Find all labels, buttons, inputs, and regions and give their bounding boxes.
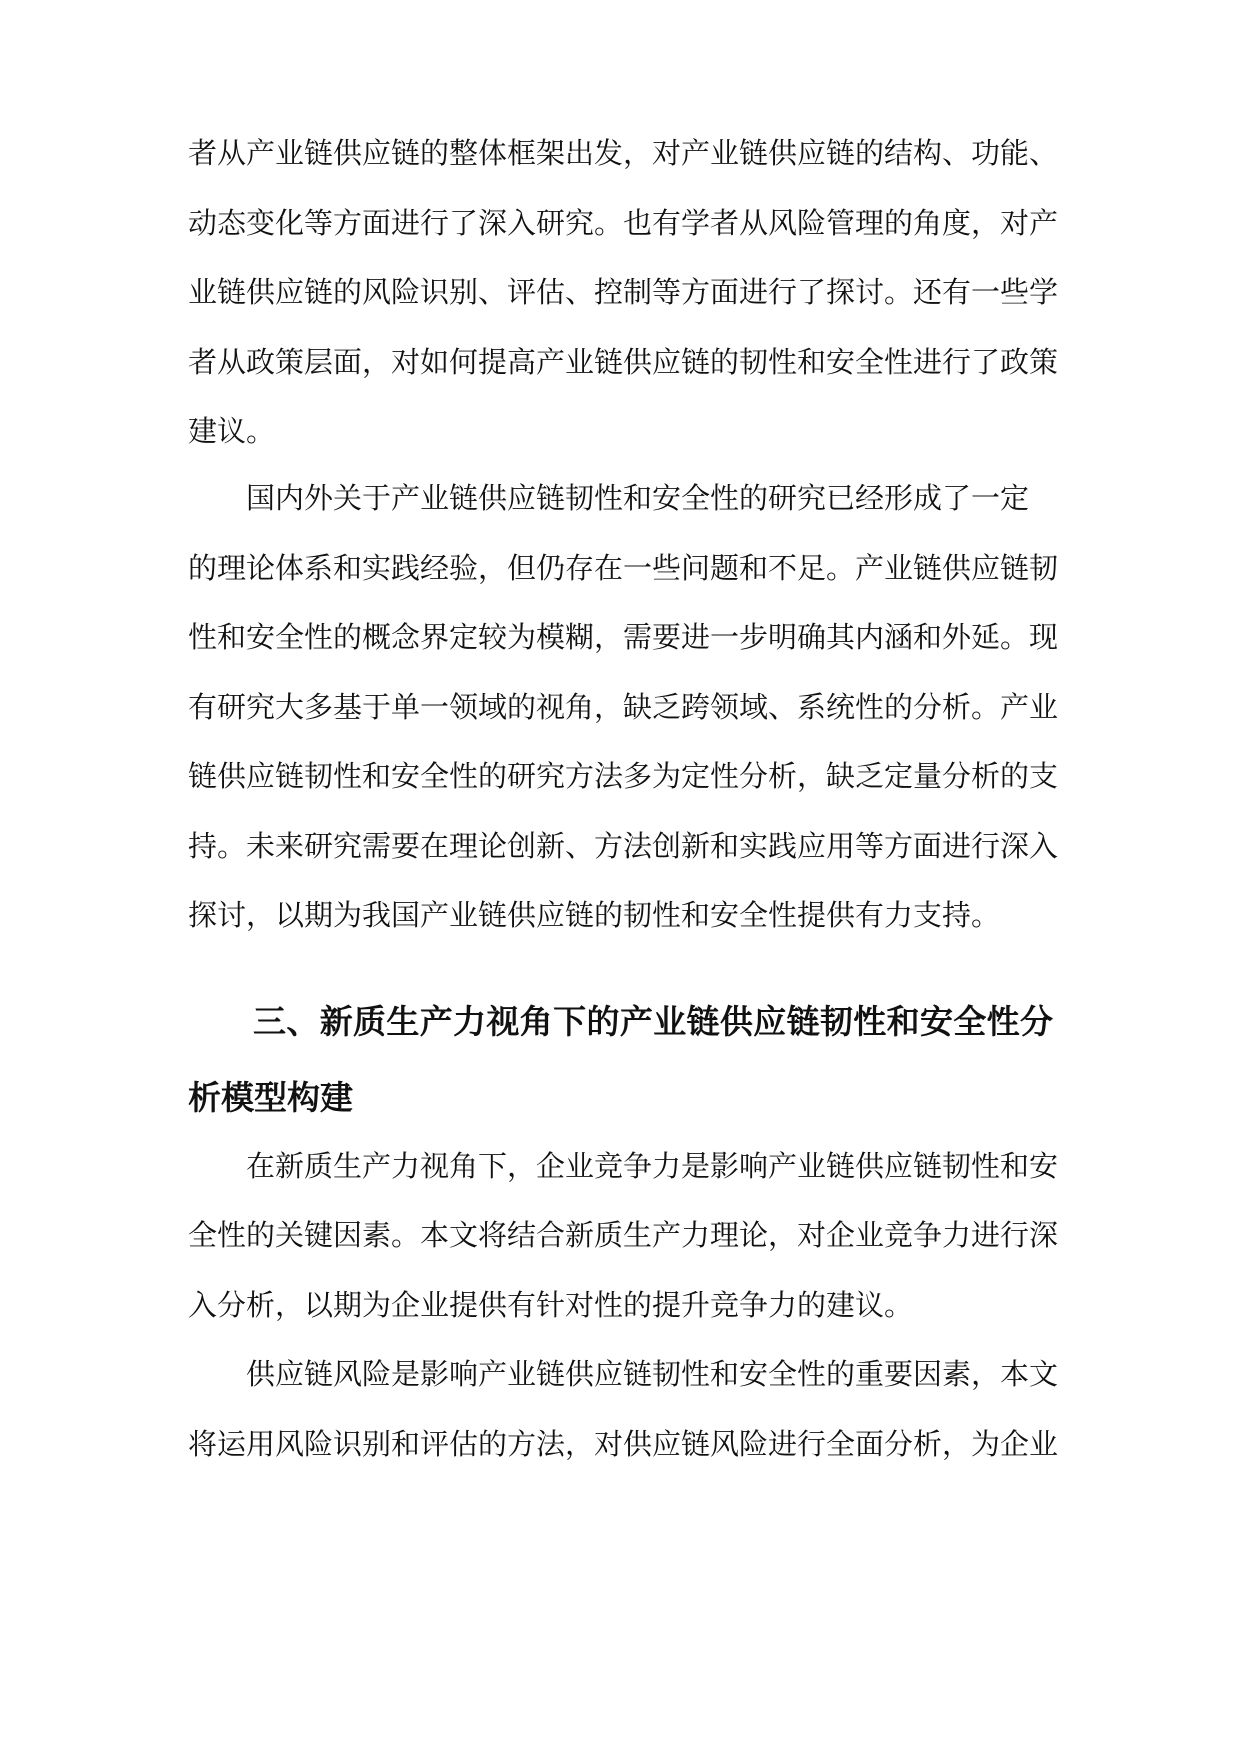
text-line: 入分析，以期为企业提供有针对性的提升竞争力的建议。: [188, 1288, 914, 1322]
text-line: 建议。: [188, 414, 276, 448]
text-line: 者从产业链供应链的整体框架出发，对产业链供应链的结构、功能、: [188, 136, 1059, 170]
text-line: 在新质生产力视角下，企业竞争力是影响产业链供应链韧性和安: [246, 1149, 1059, 1183]
text-line: 探讨，以期为我国产业链供应链的韧性和安全性提供有力支持。: [188, 898, 1001, 932]
text-line: 者从政策层面，对如何提高产业链供应链的韧性和安全性进行了政策: [188, 345, 1059, 379]
text-line: 将运用风险识别和评估的方法，对供应链风险进行全面分析，为企业: [188, 1427, 1059, 1461]
text-line: 性和安全性的概念界定较为模糊，需要进一步明确其内涵和外延。现: [188, 620, 1059, 654]
text-line: 动态变化等方面进行了深入研究。也有学者从风险管理的角度，对产: [188, 206, 1059, 240]
heading-line: 三、新质生产力视角下的产业链供应链韧性和安全性分: [253, 1002, 1053, 1041]
text-line: 供应链风险是影响产业链供应链韧性和安全性的重要因素，本文: [246, 1357, 1059, 1391]
text-line: 有研究大多基于单一领域的视角，缺乏跨领域、系统性的分析。产业: [188, 690, 1059, 724]
text-line: 业链供应链的风险识别、评估、控制等方面进行了探讨。还有一些学: [188, 275, 1059, 309]
text-line: 持。未来研究需要在理论创新、方法创新和实践应用等方面进行深入: [188, 829, 1059, 863]
text-line: 国内外关于产业链供应链韧性和安全性的研究已经形成了一定: [246, 481, 1030, 515]
text-line: 链供应链韧性和安全性的研究方法多为定性分析，缺乏定量分析的支: [188, 759, 1059, 793]
heading-line: 析模型构建: [188, 1078, 353, 1117]
text-line: 全性的关键因素。本文将结合新质生产力理论，对企业竞争力进行深: [188, 1218, 1059, 1252]
text-line: 的理论体系和实践经验，但仍存在一些问题和不足。产业链供应链韧: [188, 551, 1059, 585]
